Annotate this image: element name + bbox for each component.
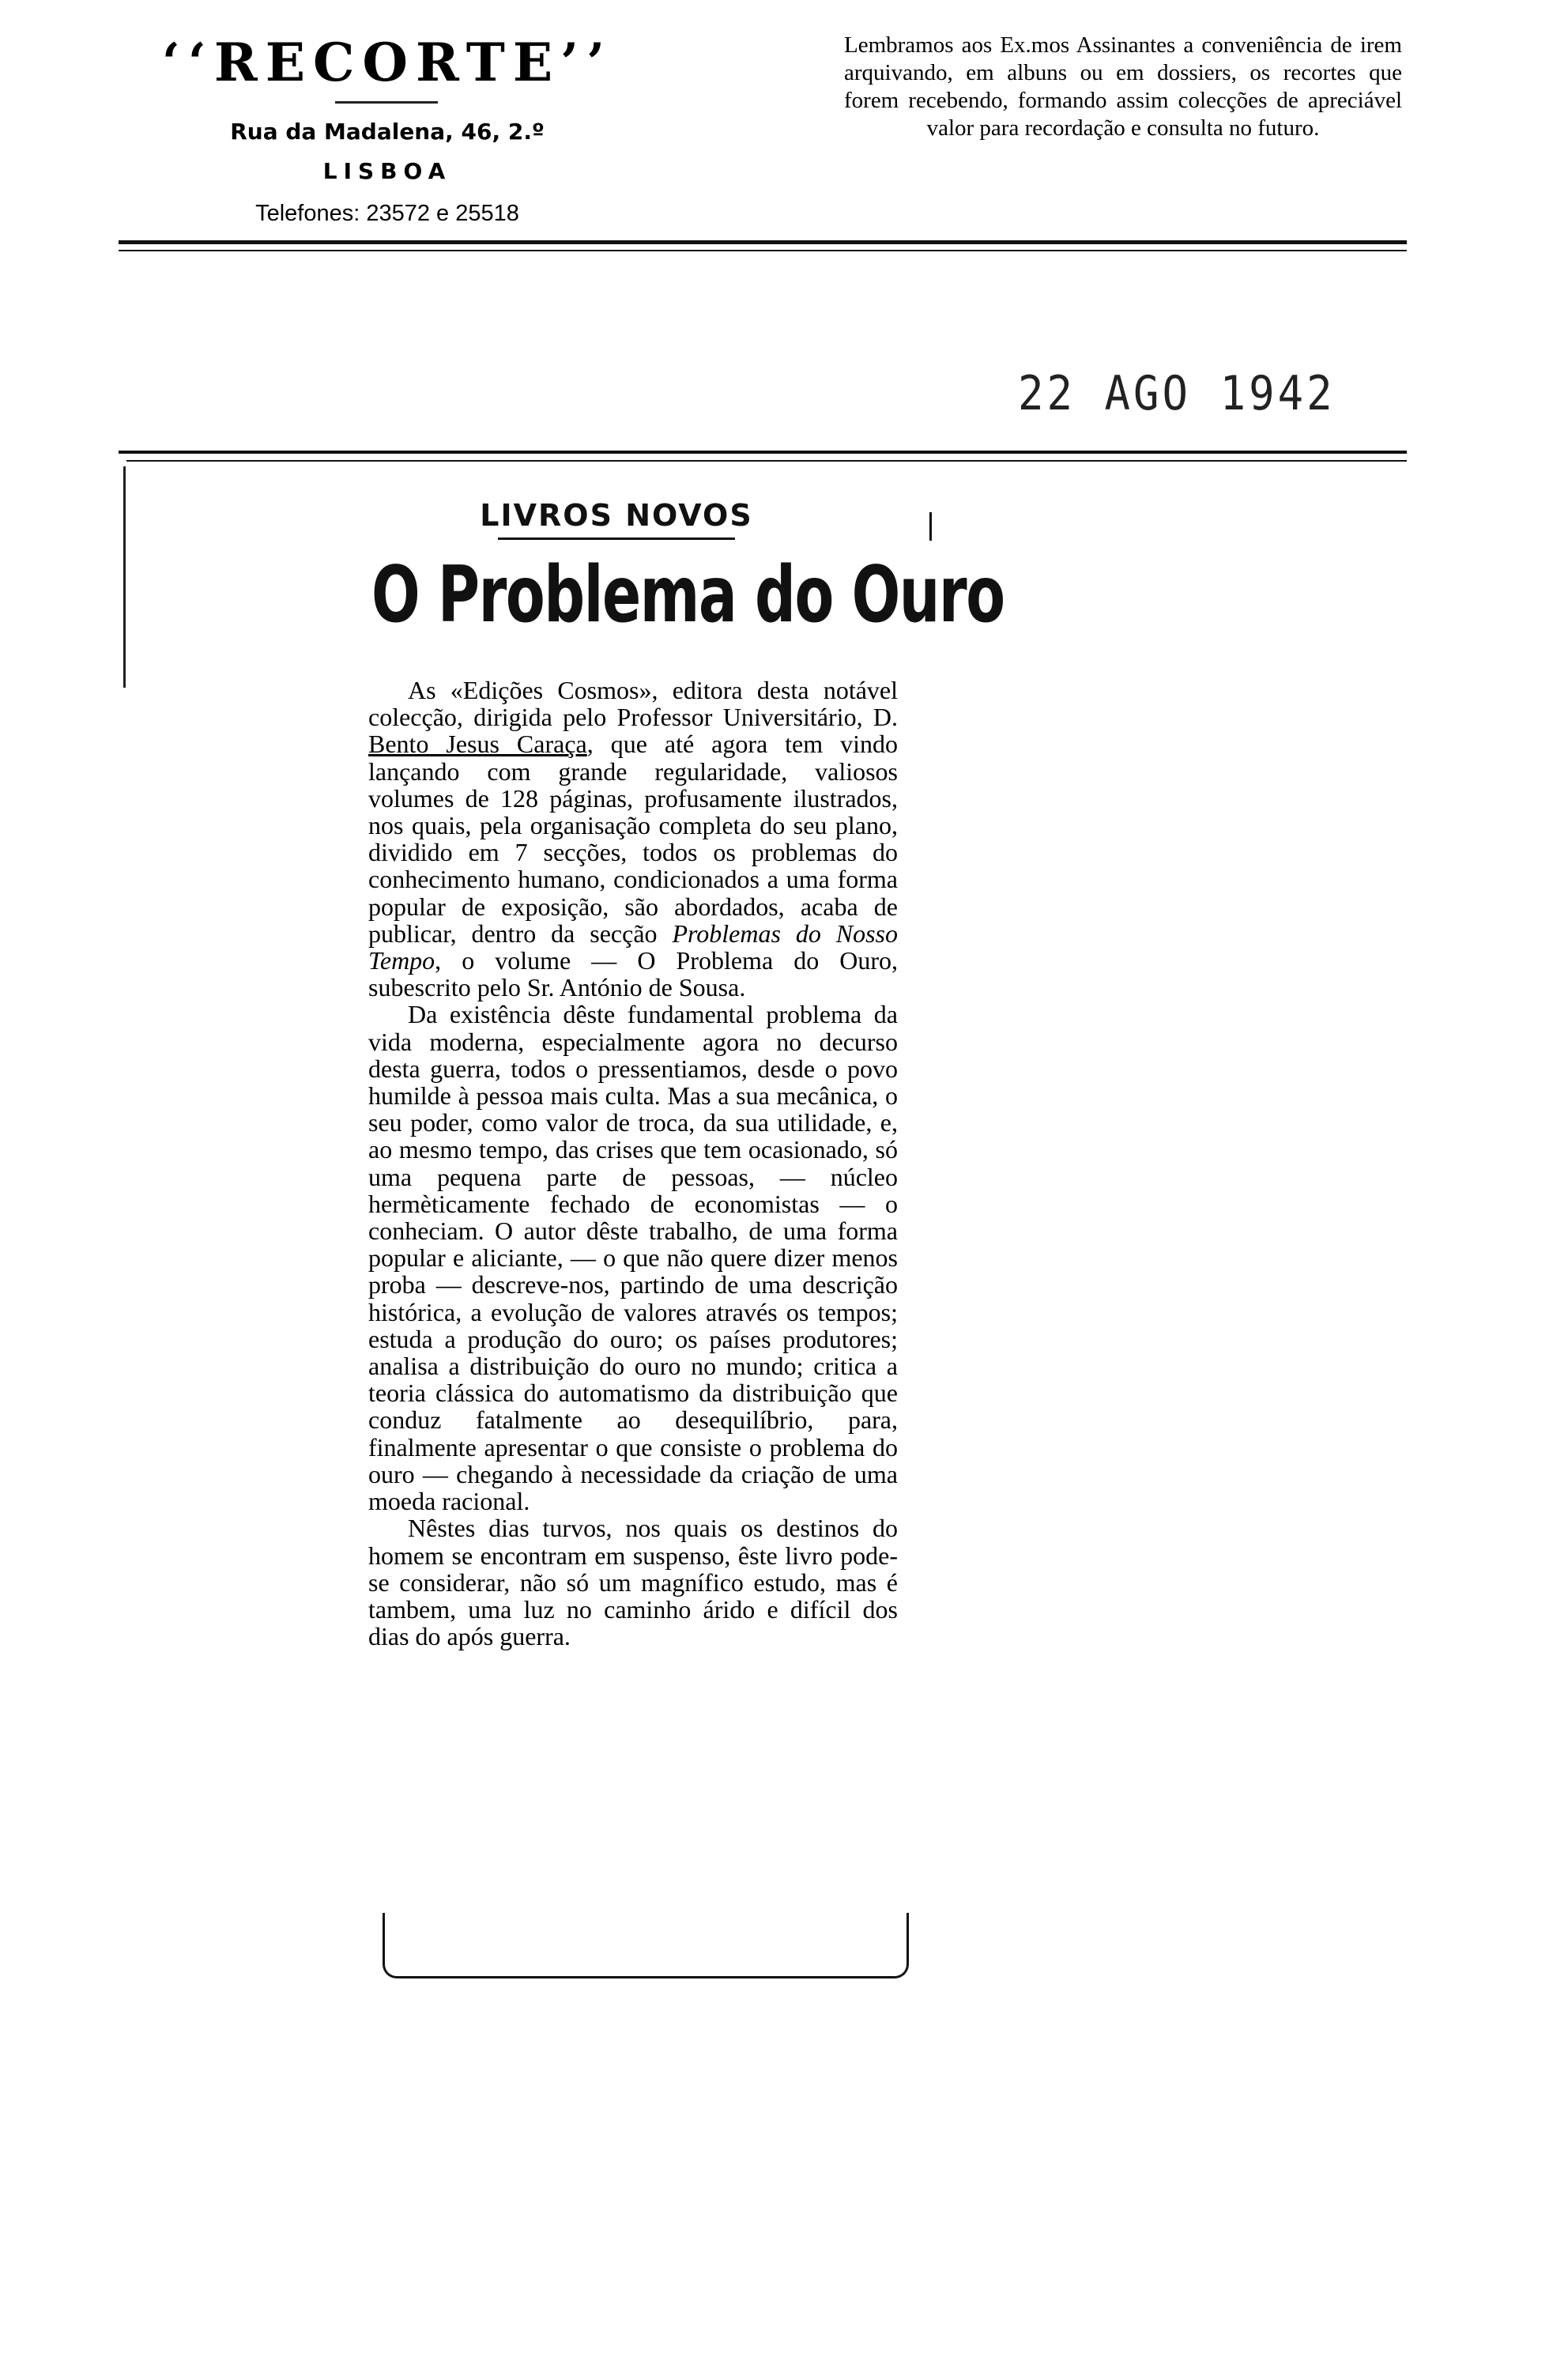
header-rule-thin <box>119 250 1407 251</box>
article-title: O Problema do Ouro <box>371 550 1004 640</box>
date-stamp: 22 AGO 1942 <box>1018 365 1336 421</box>
section-heading: LIVROS NOVOS <box>480 498 753 533</box>
address-street: Rua da Madalena, 46, 2.º <box>230 119 545 145</box>
brand-title: ‘‘RECORTE’’ <box>161 32 613 93</box>
clipping-rule-thin <box>126 460 1407 462</box>
paragraph-3: Nêstes dias turvos, nos quais os destinos do homem se encontram em suspenso, êste livro pode-se considerar, não só um magnífico estudo, mas é tambem, uma luz no caminho árido e difícil dos dias do após guerra. <box>368 1514 898 1651</box>
author-name: Bento Jesus Caraça <box>368 730 587 759</box>
handwritten-bracket-mark <box>383 1913 909 1978</box>
paragraph-2: Da existência dêste fundamental problema da vida moderna, especialmente agora no decurso desta guerra, todos o pressentiamos, desde o povo humilde à pessoa mais culta. Mas a sua mecânica, o seu poder, como valor de troca, da sua utilidade, e, ao mesmo tempo, das crises que tem ocasionado, só uma pequena parte de pessoas, — núcleo hermèticamente fechado de economistas — o conheciam. O autor dêste trabalho, de uma forma popular e aliciante, — o que não quere dizer menos proba — descreve-nos, partindo de uma descrição histórica, a evolução de valores através os tempos; estuda a produção do ouro; os países produtores; analisa a distribuição do ouro no mundo; critica a teoria clássica do automatismo da distribuição que conduz fatalmente ao desequilíbrio, para, finalmente apresentar o que consiste o problema do ouro — chegando à necessidade da criação de uma moeda racional. <box>368 1000 898 1516</box>
section-name: Problemas do Nosso Tempo <box>368 918 899 975</box>
address-phones: Telefones: 23572 e 25518 <box>255 201 519 226</box>
brand-divider <box>335 101 438 104</box>
paragraph-1: As «Edições Cosmos», editora desta notável colecção, dirigida pelo Professor Universitário, D. Bento Jesus Caraça, que até agora tem vindo lançando com grande regularidade, valiosos volumes de 128 páginas, profusamente ilustrados, nos quais, pela organisação completa do seu plano, dividido em 7 secções, todos os problemas do conhecimento humano, condicionados a uma forma popular de exposição, são abordados, acaba de publicar, dentro da secção Problemas do Nosso Tempo, o volume — O Problema do Ouro, subescrito pelo Sr. António de Sousa. <box>368 676 899 1002</box>
clipping-rule-thick <box>119 451 1407 454</box>
subscriber-notice: Lembramos aos Ex.mos Assinantes a conveniência de irem arquivando, em albuns ou em dossiers, os recortes que forem recebendo, formando assim colecções de apreciável valor para recordação e consulta no futuro. <box>844 32 1402 141</box>
article-body <box>368 677 898 1650</box>
margin-tick-mark <box>929 512 932 541</box>
clipping-edge-line <box>123 466 126 688</box>
header-rule-thick <box>119 240 1407 244</box>
section-underline <box>498 538 735 540</box>
address-city: LISBOA <box>322 158 452 184</box>
